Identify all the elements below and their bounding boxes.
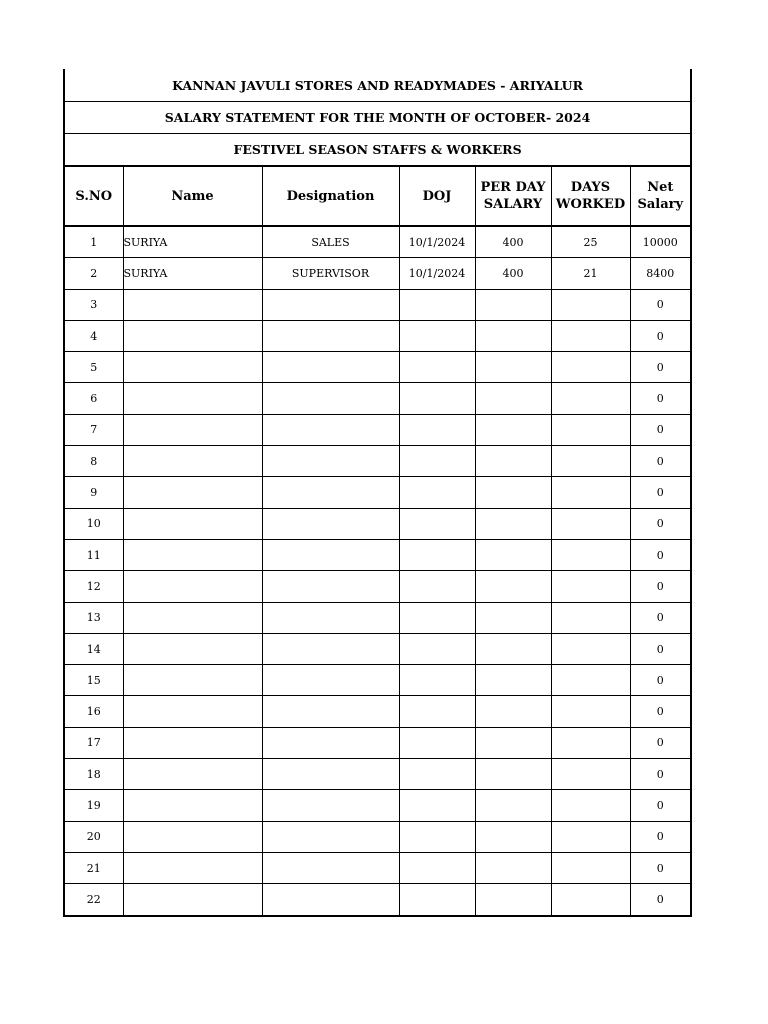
cell-net-salary[interactable]: 0	[630, 414, 691, 445]
cell-sno[interactable]: 2	[64, 258, 123, 289]
cell-doj[interactable]	[399, 508, 475, 539]
cell-sno[interactable]: 19	[64, 790, 123, 821]
table-row	[64, 790, 691, 821]
cell-designation[interactable]: SUPERVISOR	[262, 258, 399, 289]
cell-days-worked[interactable]	[551, 414, 630, 445]
cell-net-salary[interactable]: 0	[630, 633, 691, 664]
cell-net-salary[interactable]: 0	[630, 727, 691, 758]
cell-doj[interactable]	[399, 821, 475, 852]
cell-sno[interactable]: 15	[64, 665, 123, 696]
table-row	[64, 320, 691, 351]
cell-days-worked[interactable]	[551, 727, 630, 758]
cell-doj[interactable]	[399, 790, 475, 821]
cell-sno[interactable]: 12	[64, 571, 123, 602]
cell-net-salary[interactable]: 0	[630, 759, 691, 790]
group-title: FESTIVEL SEASON STAFFS & WORKERS	[64, 134, 691, 167]
cell-net-salary[interactable]: 8400	[630, 258, 691, 289]
table-row	[64, 759, 691, 790]
cell-days-worked[interactable]	[551, 289, 630, 320]
cell-name[interactable]	[123, 477, 262, 508]
header-net-salary: Net Salary	[630, 166, 691, 226]
cell-net-salary[interactable]: 0	[630, 821, 691, 852]
cell-per-day-salary[interactable]	[475, 477, 551, 508]
cell-designation[interactable]	[262, 696, 399, 727]
cell-designation[interactable]	[262, 821, 399, 852]
table-row	[64, 852, 691, 883]
cell-designation[interactable]	[262, 602, 399, 633]
cell-per-day-salary[interactable]	[475, 414, 551, 445]
cell-per-day-salary[interactable]	[475, 759, 551, 790]
cell-net-salary[interactable]: 0	[630, 446, 691, 477]
cell-net-salary[interactable]: 0	[630, 383, 691, 414]
cell-days-worked[interactable]	[551, 508, 630, 539]
cell-sno[interactable]: 10	[64, 508, 123, 539]
cell-sno[interactable]: 16	[64, 696, 123, 727]
cell-net-salary[interactable]: 0	[630, 884, 691, 916]
cell-designation[interactable]	[262, 352, 399, 383]
cell-days-worked[interactable]: 21	[551, 258, 630, 289]
cell-designation[interactable]	[262, 852, 399, 883]
cell-per-day-salary[interactable]: 400	[475, 226, 551, 258]
cell-name[interactable]: SURIYA	[123, 226, 262, 258]
cell-doj[interactable]	[399, 539, 475, 570]
table-row	[64, 539, 691, 570]
table-row	[64, 352, 691, 383]
cell-doj[interactable]	[399, 759, 475, 790]
cell-sno[interactable]: 14	[64, 633, 123, 664]
cell-name[interactable]	[123, 446, 262, 477]
cell-designation[interactable]	[262, 633, 399, 664]
cell-sno[interactable]: 7	[64, 414, 123, 445]
cell-days-worked[interactable]	[551, 790, 630, 821]
cell-doj[interactable]	[399, 383, 475, 414]
salary-rows	[64, 226, 691, 916]
cell-name[interactable]	[123, 508, 262, 539]
cell-doj[interactable]	[399, 414, 475, 445]
table-row	[64, 665, 691, 696]
cell-days-worked[interactable]: 25	[551, 226, 630, 258]
cell-name[interactable]	[123, 289, 262, 320]
cell-days-worked[interactable]	[551, 539, 630, 570]
cell-days-worked[interactable]	[551, 602, 630, 633]
cell-net-salary[interactable]: 0	[630, 696, 691, 727]
cell-days-worked[interactable]	[551, 633, 630, 664]
cell-sno[interactable]: 1	[64, 226, 123, 258]
cell-sno[interactable]: 22	[64, 884, 123, 916]
cell-doj[interactable]	[399, 696, 475, 727]
table-row	[64, 633, 691, 664]
cell-per-day-salary[interactable]	[475, 852, 551, 883]
cell-per-day-salary[interactable]	[475, 352, 551, 383]
cell-designation[interactable]	[262, 320, 399, 351]
cell-name[interactable]	[123, 571, 262, 602]
cell-days-worked[interactable]	[551, 884, 630, 916]
cell-net-salary[interactable]: 0	[630, 665, 691, 696]
cell-doj[interactable]	[399, 633, 475, 664]
cell-per-day-salary[interactable]	[475, 320, 551, 351]
table-row	[64, 508, 691, 539]
cell-sno[interactable]: 11	[64, 539, 123, 570]
cell-net-salary[interactable]: 0	[630, 852, 691, 883]
cell-doj[interactable]	[399, 352, 475, 383]
cell-name[interactable]	[123, 821, 262, 852]
cell-sno[interactable]: 8	[64, 446, 123, 477]
cell-net-salary[interactable]: 0	[630, 571, 691, 602]
table-row	[64, 696, 691, 727]
cell-days-worked[interactable]	[551, 821, 630, 852]
cell-designation[interactable]	[262, 414, 399, 445]
cell-doj[interactable]	[399, 665, 475, 696]
cell-sno[interactable]: 18	[64, 759, 123, 790]
cell-per-day-salary[interactable]	[475, 696, 551, 727]
cell-days-worked[interactable]	[551, 852, 630, 883]
cell-net-salary[interactable]: 0	[630, 477, 691, 508]
cell-sno[interactable]: 9	[64, 477, 123, 508]
cell-designation[interactable]	[262, 539, 399, 570]
header-per-day-salary: PER DAY SALARY	[475, 166, 551, 226]
cell-doj[interactable]	[399, 571, 475, 602]
salary-statement-table	[63, 69, 692, 917]
table-row	[64, 571, 691, 602]
cell-per-day-salary[interactable]	[475, 884, 551, 916]
cell-sno[interactable]: 21	[64, 852, 123, 883]
cell-sno[interactable]: 4	[64, 320, 123, 351]
cell-net-salary[interactable]: 0	[630, 320, 691, 351]
cell-per-day-salary[interactable]	[475, 602, 551, 633]
company-title: KANNAN JAVULI STORES AND READYMADES - ARIYALUR	[64, 69, 691, 102]
table-row	[64, 821, 691, 852]
cell-per-day-salary[interactable]: 400	[475, 258, 551, 289]
cell-name[interactable]	[123, 320, 262, 351]
cell-days-worked[interactable]	[551, 571, 630, 602]
cell-doj[interactable]	[399, 446, 475, 477]
cell-name[interactable]	[123, 696, 262, 727]
cell-doj[interactable]	[399, 852, 475, 883]
cell-doj[interactable]: 10/1/2024	[399, 226, 475, 258]
cell-per-day-salary[interactable]	[475, 821, 551, 852]
cell-per-day-salary[interactable]	[475, 571, 551, 602]
cell-designation[interactable]	[262, 477, 399, 508]
cell-designation[interactable]	[262, 446, 399, 477]
cell-designation[interactable]	[262, 790, 399, 821]
header-sno: S.NO	[64, 166, 123, 226]
header-name: Name	[123, 166, 262, 226]
cell-name[interactable]	[123, 414, 262, 445]
cell-doj[interactable]	[399, 289, 475, 320]
table-row	[64, 884, 691, 916]
cell-designation[interactable]: SALES	[262, 226, 399, 258]
cell-sno[interactable]: 6	[64, 383, 123, 414]
cell-per-day-salary[interactable]	[475, 446, 551, 477]
cell-per-day-salary[interactable]	[475, 665, 551, 696]
table-row	[64, 226, 691, 258]
cell-designation[interactable]	[262, 727, 399, 758]
cell-doj[interactable]	[399, 884, 475, 916]
cell-sno[interactable]: 13	[64, 602, 123, 633]
cell-days-worked[interactable]	[551, 759, 630, 790]
cell-name[interactable]	[123, 665, 262, 696]
cell-per-day-salary[interactable]	[475, 790, 551, 821]
column-header-row	[64, 166, 691, 226]
cell-designation[interactable]	[262, 665, 399, 696]
cell-per-day-salary[interactable]	[475, 289, 551, 320]
cell-name[interactable]: SURIYA	[123, 258, 262, 289]
cell-per-day-salary[interactable]	[475, 633, 551, 664]
cell-name[interactable]	[123, 852, 262, 883]
cell-per-day-salary[interactable]	[475, 383, 551, 414]
cell-name[interactable]	[123, 633, 262, 664]
cell-days-worked[interactable]	[551, 446, 630, 477]
cell-name[interactable]	[123, 884, 262, 916]
cell-doj[interactable]	[399, 320, 475, 351]
cell-sno[interactable]: 17	[64, 727, 123, 758]
header-designation: Designation	[262, 166, 399, 226]
cell-designation[interactable]	[262, 759, 399, 790]
cell-doj[interactable]	[399, 602, 475, 633]
cell-per-day-salary[interactable]	[475, 508, 551, 539]
cell-doj[interactable]: 10/1/2024	[399, 258, 475, 289]
cell-sno[interactable]: 20	[64, 821, 123, 852]
cell-designation[interactable]	[262, 508, 399, 539]
cell-net-salary[interactable]: 0	[630, 508, 691, 539]
cell-days-worked[interactable]	[551, 477, 630, 508]
cell-days-worked[interactable]	[551, 320, 630, 351]
table-row	[64, 477, 691, 508]
cell-name[interactable]	[123, 383, 262, 414]
header-doj: DOJ	[399, 166, 475, 226]
cell-per-day-salary[interactable]	[475, 539, 551, 570]
cell-designation[interactable]	[262, 383, 399, 414]
cell-net-salary[interactable]: 0	[630, 790, 691, 821]
cell-designation[interactable]	[262, 571, 399, 602]
table-row	[64, 414, 691, 445]
cell-name[interactable]	[123, 352, 262, 383]
cell-days-worked[interactable]	[551, 665, 630, 696]
header-days-worked: DAYS WORKED	[551, 166, 630, 226]
cell-sno[interactable]: 5	[64, 352, 123, 383]
cell-days-worked[interactable]	[551, 352, 630, 383]
cell-doj[interactable]	[399, 727, 475, 758]
table-row	[64, 289, 691, 320]
cell-net-salary[interactable]: 0	[630, 602, 691, 633]
cell-name[interactable]	[123, 790, 262, 821]
cell-sno[interactable]: 3	[64, 289, 123, 320]
cell-name[interactable]	[123, 539, 262, 570]
table-row	[64, 383, 691, 414]
cell-name[interactable]	[123, 759, 262, 790]
cell-net-salary[interactable]: 10000	[630, 226, 691, 258]
cell-days-worked[interactable]	[551, 696, 630, 727]
cell-net-salary[interactable]: 0	[630, 289, 691, 320]
statement-title: SALARY STATEMENT FOR THE MONTH OF OCTOBER- 2024	[64, 102, 691, 134]
cell-name[interactable]	[123, 727, 262, 758]
table-row	[64, 258, 691, 289]
table-row	[64, 727, 691, 758]
cell-designation[interactable]	[262, 289, 399, 320]
cell-designation[interactable]	[262, 884, 399, 916]
cell-per-day-salary[interactable]	[475, 727, 551, 758]
cell-net-salary[interactable]: 0	[630, 352, 691, 383]
table-row	[64, 446, 691, 477]
cell-days-worked[interactable]	[551, 383, 630, 414]
cell-name[interactable]	[123, 602, 262, 633]
cell-doj[interactable]	[399, 477, 475, 508]
cell-net-salary[interactable]: 0	[630, 539, 691, 570]
table-row	[64, 602, 691, 633]
